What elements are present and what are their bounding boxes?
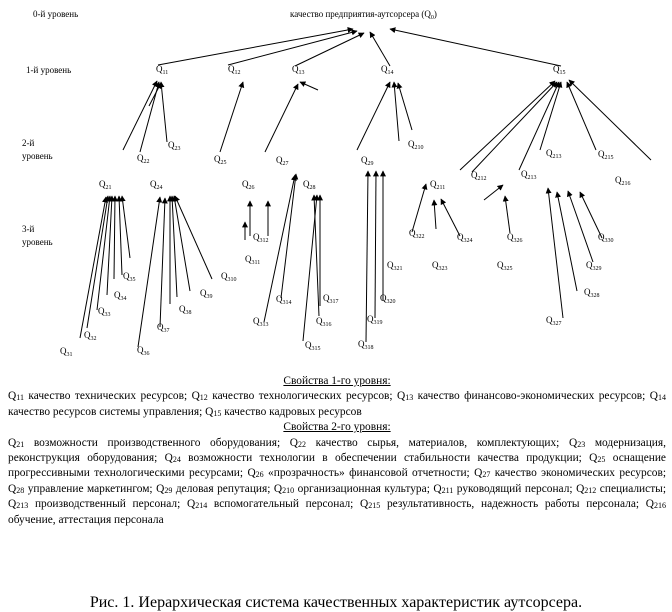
arrow-20 — [569, 80, 651, 160]
node-n26: $Q_{26}$ — [242, 179, 255, 191]
arrow-38 — [281, 174, 296, 298]
lv2-item-22: $Q_{22}$ качество сырья, материалов, комплектующих; — [289, 436, 569, 449]
node-n213b: $Q_{213}$ — [521, 169, 537, 181]
node-n210: $Q_{210}$ — [408, 139, 424, 151]
node-n32: $Q_{32}$ — [84, 330, 97, 342]
arrow-4 — [390, 29, 561, 66]
node-n317: $Q_{317}$ — [323, 293, 339, 305]
node-n27: $Q_{27}$ — [276, 155, 289, 167]
arrow-47 — [441, 199, 460, 236]
lv2-item-27: $Q_{27}$ качество экономических ресурсов; — [474, 467, 666, 480]
node-n33: $Q_{33}$ — [98, 306, 111, 318]
node-n34: $Q_{34}$ — [114, 290, 127, 302]
node-n316: $Q_{316}$ — [316, 316, 332, 328]
node-n31: $Q_{31}$ — [60, 346, 73, 358]
node-n325: $Q_{325}$ — [497, 260, 513, 272]
node-n310: $Q_{310}$ — [221, 271, 237, 283]
node-n28: $Q_{28}$ — [303, 179, 316, 191]
hierarchy-nodes — [60, 64, 631, 358]
node-n24: $Q_{24}$ — [150, 179, 163, 191]
node-n14: $Q_{14}$ — [381, 64, 394, 76]
node-n39: $Q_{39}$ — [200, 288, 213, 300]
lv2-item-214: $Q_{214}$ вспомогательный персонал; — [186, 498, 361, 511]
node-n35: $Q_{35}$ — [123, 271, 136, 283]
node-n23: $Q_{23}$ — [168, 140, 181, 152]
arrow-52 — [568, 191, 593, 262]
lv2-item-24: $Q_{24}$ возможности технологии в обеспечении стабильности качества продукции; — [164, 452, 590, 465]
arrow-5 — [123, 81, 157, 150]
arrow-46 — [434, 200, 436, 229]
arrow-14 — [398, 83, 412, 130]
lv2-item-215: $Q_{215}$ результативность, надежность работы персонала; — [360, 498, 646, 511]
lv1-item-13: $Q_{13}$ качество финансово-экономических ресурсов; — [397, 390, 650, 403]
node-n36: $Q_{36}$ — [137, 345, 150, 357]
arrow-13 — [394, 82, 399, 141]
node-n216: $Q_{216}$ — [615, 175, 631, 187]
node-n21: $Q_{21}$ — [99, 179, 112, 191]
node-n25: $Q_{25}$ — [214, 154, 227, 166]
level-3-label: 3-й — [22, 224, 35, 234]
arrow-43 — [375, 171, 376, 318]
legend-level1-heading: Свойства 1-го уровня: — [283, 375, 391, 387]
figure-caption: Рис. 1. Иерархическая система качественных характеристик аутсорсера. — [89, 594, 583, 611]
node-n314: $Q_{314}$ — [276, 294, 292, 306]
level-2-label: 2-й — [22, 138, 35, 148]
node-n11: $Q_{11}$ — [156, 64, 169, 76]
node-n324: $Q_{324}$ — [457, 232, 473, 244]
node-n38: $Q_{38}$ — [179, 304, 192, 316]
node-n318: $Q_{318}$ — [358, 339, 374, 351]
lv1-item-12: $Q_{12}$ качество технологических ресурсов; — [191, 390, 398, 403]
node-n313: $Q_{313}$ — [253, 316, 269, 328]
node-n13: $Q_{13}$ — [292, 64, 305, 76]
node-n330: $Q_{330}$ — [598, 232, 614, 244]
node-n212: $Q_{212}$ — [471, 170, 487, 182]
arrow-0 — [158, 29, 353, 65]
level-3-label-2: уровень — [22, 237, 53, 247]
node-n323: $Q_{323}$ — [432, 260, 448, 272]
lv1-item-15: $Q_{15}$ качество кадровых ресурсов — [205, 405, 362, 418]
node-n311: $Q_{311}$ — [245, 254, 261, 266]
node-n328: $Q_{328}$ — [584, 287, 600, 299]
node-n329: $Q_{329}$ — [586, 260, 602, 272]
legend-level1-text — [8, 389, 666, 420]
arrow-16 — [472, 82, 557, 172]
node-n322: $Q_{322}$ — [409, 228, 425, 240]
node-n213: $Q_{213}$ — [546, 148, 562, 160]
lv2-item-26: $Q_{26}$ «прозрачность» финансовой отчетности; — [247, 467, 475, 480]
arrow-3 — [370, 32, 390, 66]
legend-level2-heading: Свойства 2-го уровня: — [283, 421, 391, 434]
lv1-item-11: $Q_{11}$ качество технических ресурсов; — [8, 390, 192, 403]
arrow-40 — [314, 195, 319, 316]
node-n215: $Q_{215}$ — [598, 149, 614, 161]
lv2-item-21: $Q_{21}$ возможности производственного оборудования; — [8, 436, 290, 449]
arrow-11 — [300, 82, 318, 90]
arrow-45 — [412, 184, 426, 232]
legend-level2-text — [8, 436, 666, 528]
node-n319: $Q_{319}$ — [367, 314, 383, 326]
arrow-24 — [107, 196, 112, 295]
lv2-item-212: $Q_{212}$ специалисты; — [576, 482, 666, 495]
lv2-item-29: $Q_{29}$ деловая репутация; — [156, 482, 274, 495]
lv2-item-216: $Q_{216}$ обучение, аттестация персонала — [8, 498, 666, 526]
arrow-48 — [484, 185, 503, 200]
legend — [8, 374, 666, 528]
lv2-item-25: $Q_{25}$ оснащение прогрессивными технологическими ресурсами; — [8, 452, 666, 480]
lv2-item-211: $Q_{211}$ руководящий персонал; — [433, 482, 577, 495]
level-0-label: 0-й уровень — [33, 9, 79, 19]
node-n211: $Q_{211}$ — [430, 179, 446, 191]
arrow-10 — [265, 84, 298, 152]
arrow-7 — [161, 82, 167, 142]
level-1-label: 1-й уровень — [26, 65, 72, 75]
node-n22: $Q_{22}$ — [137, 153, 150, 165]
node-n315: $Q_{315}$ — [305, 340, 321, 352]
node-n321: $Q_{321}$ — [387, 260, 403, 272]
arrow-49 — [505, 196, 510, 233]
lv2-item-210: $Q_{210}$ организационная культура; — [273, 482, 434, 495]
arrow-15 — [460, 81, 555, 170]
level-2-label-2: уровень — [22, 151, 53, 161]
node-n12: $Q_{12}$ — [228, 64, 241, 76]
arrow-27 — [122, 196, 130, 258]
node-n29: $Q_{29}$ — [361, 155, 374, 167]
node-n320: $Q_{320}$ — [380, 293, 396, 305]
node-n15: $Q_{15}$ — [553, 64, 566, 76]
lv1-item-14: $Q_{14}$ качество ресурсов системы управления; — [8, 390, 667, 418]
node-n312: $Q_{312}$ — [253, 232, 269, 244]
root-node-label: качество предприятия-аутсорсера $(Q_0)$ — [290, 9, 437, 21]
arrow-29 — [160, 198, 165, 327]
arrow-9 — [220, 82, 243, 152]
arrow-50 — [548, 188, 563, 318]
lv2-item-28: $Q_{28}$ управление маркетингом; — [8, 482, 157, 495]
arrow-26 — [119, 196, 122, 275]
hierarchy-arrows — [80, 29, 651, 347]
node-n37: $Q_{37}$ — [157, 322, 170, 334]
arrow-12 — [357, 82, 390, 150]
lv2-item-213: $Q_{213}$ производственный персонал; — [8, 498, 187, 511]
lv2-item-23: $Q_{23}$ модернизация, реконструкция оборудования; — [8, 436, 666, 465]
arrow-25 — [114, 196, 115, 279]
node-n326: $Q_{326}$ — [507, 232, 523, 244]
node-n327: $Q_{327}$ — [546, 315, 562, 327]
